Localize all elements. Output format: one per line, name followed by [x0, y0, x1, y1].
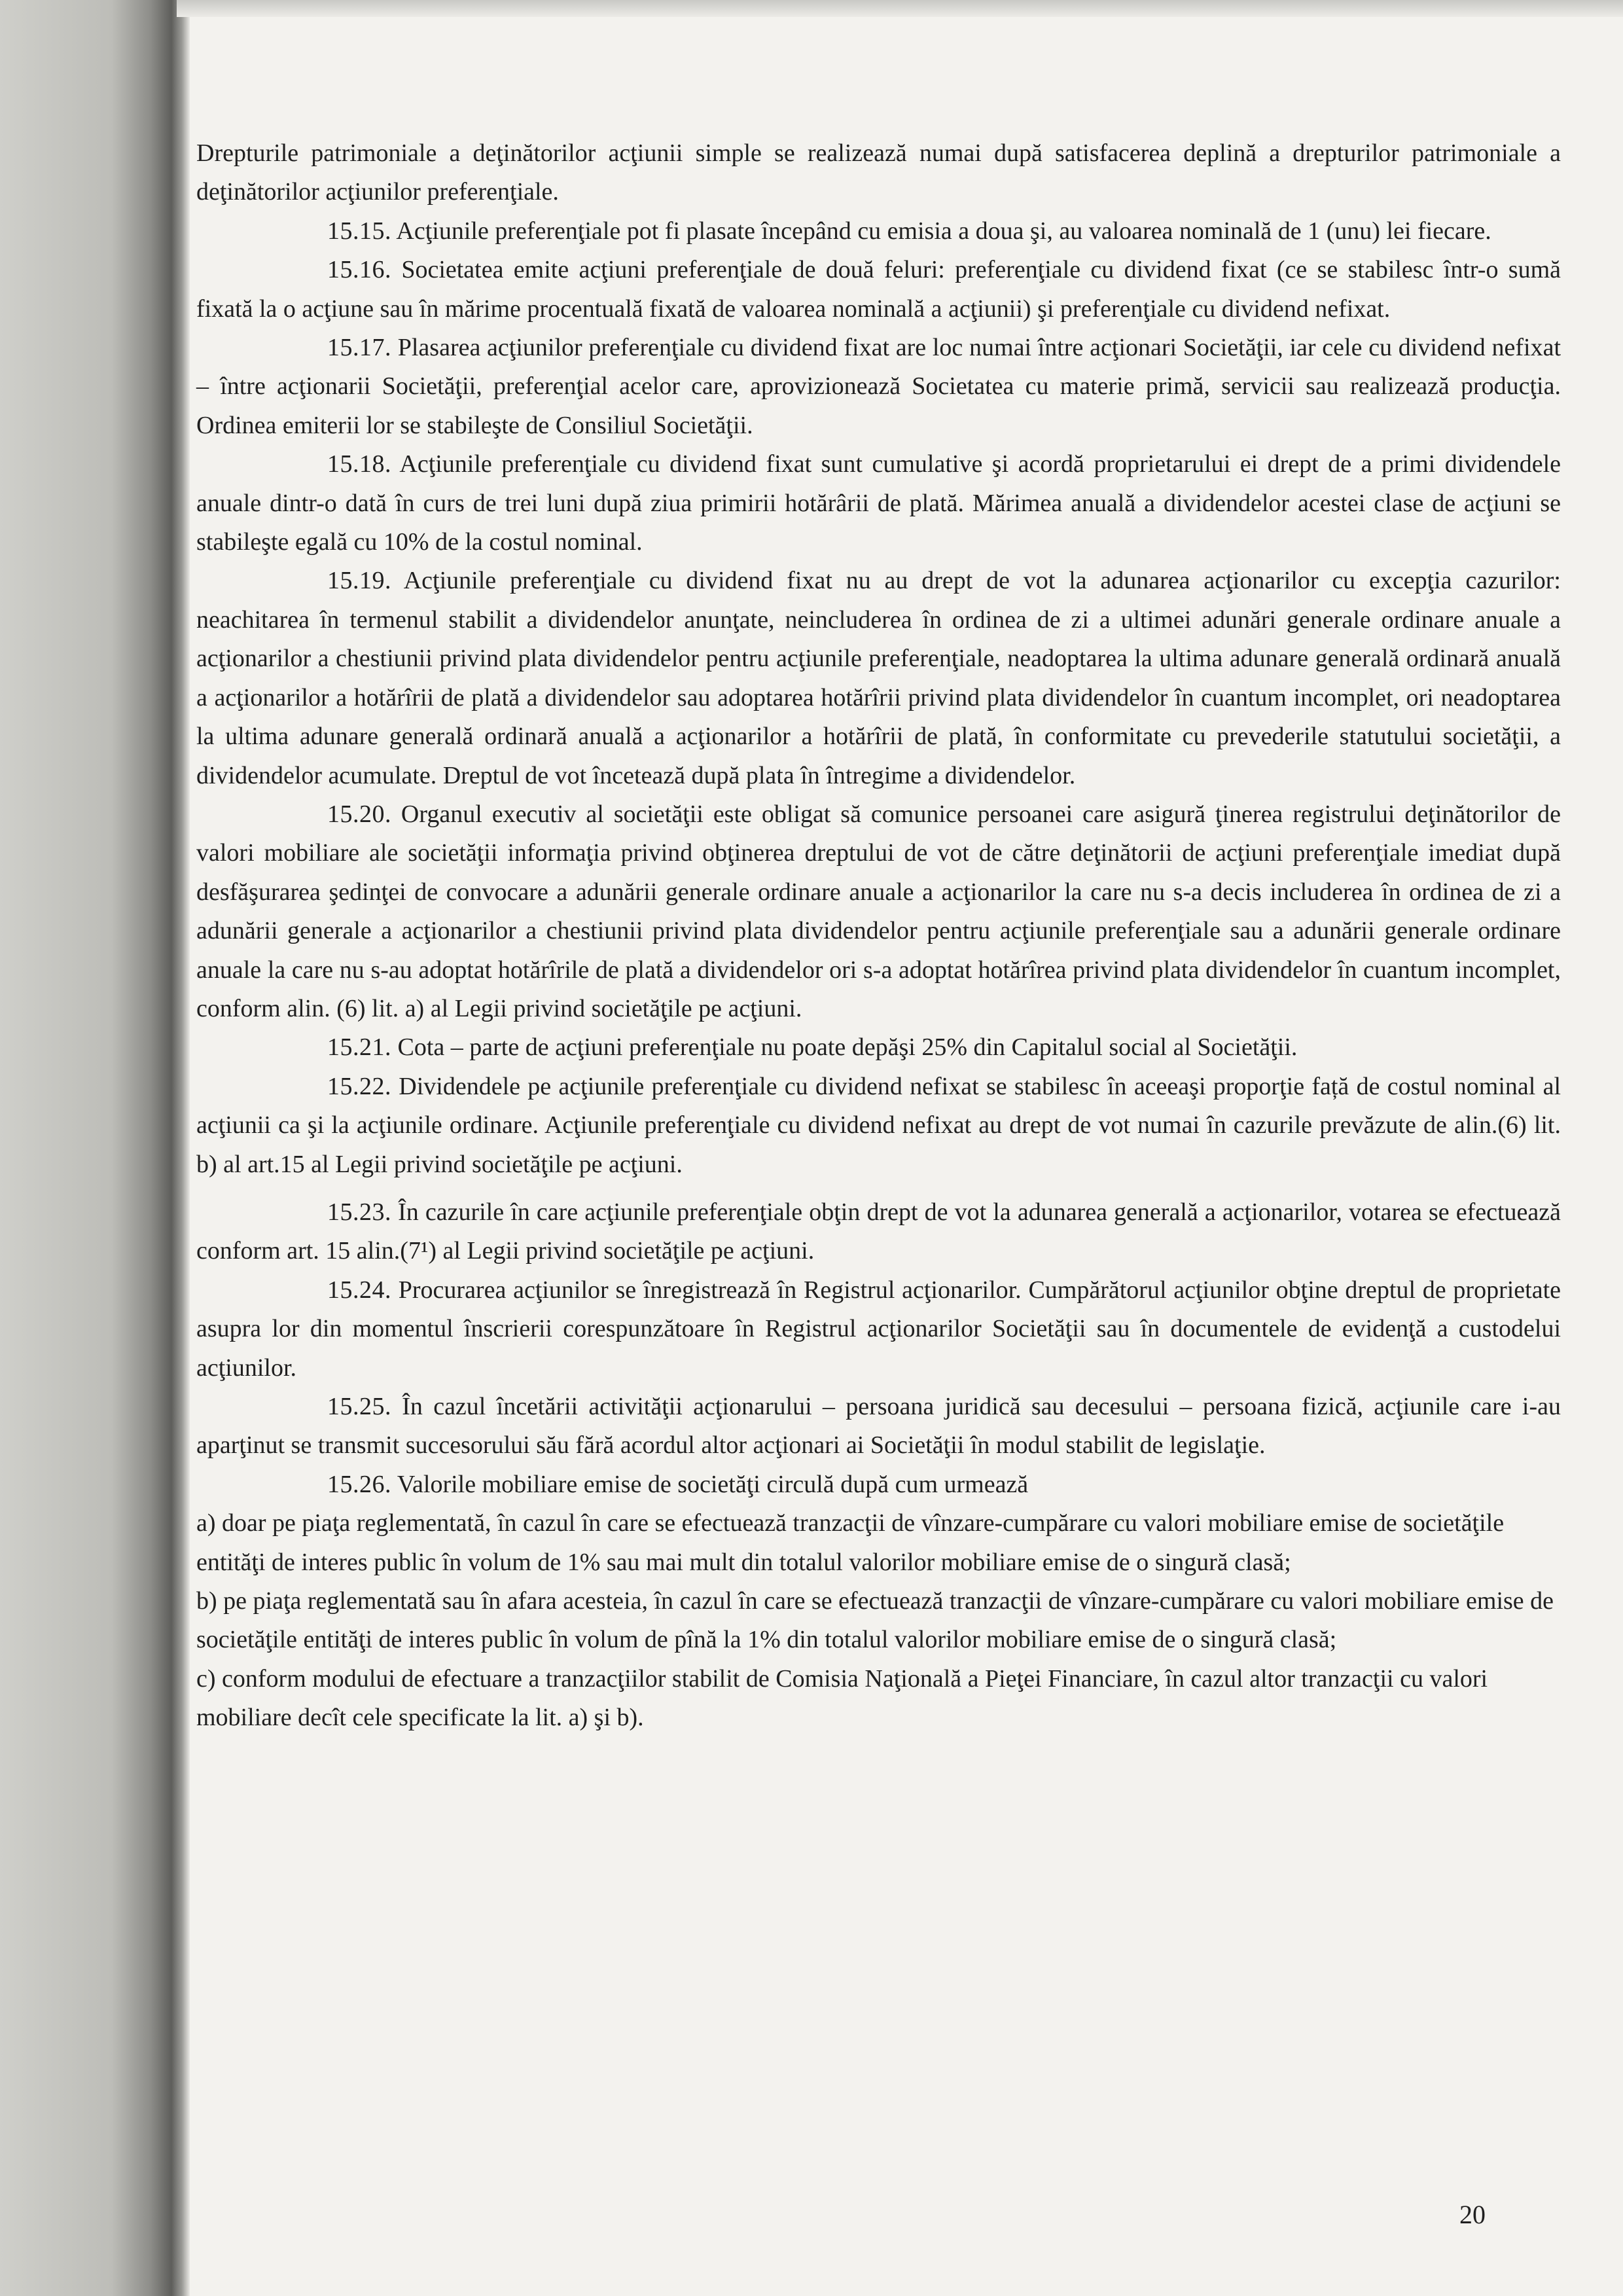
paragraph-text: Acţiunile preferenţiale cu dividend fixat sunt cumulative şi acordă proprietarului ei drept de a primi dividendele anuale dintr-o dată în curs de trei luni după ziua primirii hotărârii de plată. Mărimea anuală a dividendelor acestei clase de acţiuni se stabileşte egală cu 10% de la costul nominal.	[196, 450, 1561, 556]
article-15-20	[196, 795, 1561, 1028]
paragraph-text: Societatea emite acţiuni preferenţiale de două feluri: preferenţiale cu dividend fixat (ce se stabilesc într-o sumă fixată la o acţiune sau în mărime procentuală fixată de valoarea nominală a acţiunii) şi preferenţiale cu dividend nefixat.	[196, 256, 1561, 323]
paragraph-text: În cazul încetării activităţii acţionarului – persoana juridică sau decesului – persoana fizică, acţiunile care i-au aparţinut se transmit succesorului său fără acordul altor acţionari ai Societăţii în modul stabilit de legislaţie.	[196, 1393, 1561, 1460]
article-number: 15.24.	[327, 1276, 391, 1304]
article-15-24	[196, 1271, 1561, 1388]
article-15-17	[196, 329, 1561, 445]
article-15-15	[196, 212, 1561, 251]
paragraph-text: Dividendele pe acţiunile preferenţiale cu dividend nefixat se stabilesc în aceeaşi proporţie față de costul nominal al acţiunii ca şi la acţiunile ordinare. Acţiunile preferenţiale cu dividend nefixat au drept de vot numai în cazurile prevăzute de alin.(6) lit. b) al art.15 al Legii privind societăţile pe acţiuni.	[196, 1072, 1561, 1178]
article-number: 15.21.	[327, 1033, 391, 1062]
article-number: 15.17.	[327, 334, 391, 362]
page-number: 20	[1459, 2200, 1486, 2229]
scan-top-edge	[177, 0, 1623, 17]
paragraph-text: Acţiunile preferenţiale pot fi plasate începând cu emisia a doua şi, au valoarea nominală de 1 (unu) lei fiecare.	[391, 217, 1491, 245]
paragraph-text: În cazurile în care acţiunile preferenţiale obţin drept de vot la adunarea generală a acţionarilor, votarea se efectuează conform art. 15 alin.(7¹) al Legii privind societăţile pe acţiuni.	[196, 1198, 1561, 1265]
document-body	[196, 134, 1561, 1738]
article-15-26	[196, 1465, 1561, 1504]
sub-item-a: a) doar pe piaţa reglementată, în cazul în care se efectuează tranzacţii de vînzare-cumpărare cu valori mobiliare emise de societăţile entităţi de interes public în volum de 1% sau mai mult din totalul valorilor mobiliare emise de o singură clasă;	[196, 1509, 1505, 1576]
paragraph-text: Procurarea acţiunilor se înregistrează în Registrul acţionarilor. Cumpărătorul acţiunilor obţine dreptul de proprietate asupra lor din momentul înscrierii corespunzătoare în Registrul acţionarilor Societăţii sau în documentele de evidenţă a custodelui acţiunilor.	[196, 1276, 1561, 1382]
article-15-16	[196, 251, 1561, 329]
paragraph-text: Organul executiv al societăţii este obligat să comunice persoanei care asigură ţinerea registrului deţinătorilor de valori mobiliare ale societăţii informaţia privind obţinerea dreptului de vot de către deţinătorii de acţiuni preferenţiale imediat după desfăşurarea şedinţei de convocare a adunării generale ordinare anuale a acţionarilor la care nu s-a decis includerea în ordinea de zi a adunării generale a acţionarilor a chestiunii privind plata dividendelor pentru acţiunile preferenţiale sau a adunării generale ordinare anuale la care nu s-au adoptat hotărîrile de plată a dividendelor ori s-a adoptat hotărîrea privind plata dividendelor în cuantum incomplet, conform alin. (6) lit. a) al Legii privind societăţile pe acţiuni.	[196, 800, 1561, 1022]
article-15-22	[196, 1067, 1561, 1184]
sub-item-c: c) conform modului de efectuare a tranzacţiilor stabilit de Comisia Naţională a Pieţei Financiare, în cazul altor tranzacţii cu valori mobiliare decît cele specificate la lit. a) şi b).	[196, 1664, 1488, 1732]
article-number: 15.25.	[327, 1393, 391, 1420]
article-15-25	[196, 1388, 1561, 1465]
article-number: 15.18.	[327, 450, 391, 478]
paragraph-intro	[196, 134, 1561, 212]
article-15-23	[196, 1193, 1561, 1271]
article-number: 15.22.	[327, 1072, 391, 1100]
paragraph-text: Valorile mobiliare emise de societăţi circulă după cum urmează	[391, 1470, 1029, 1498]
article-15-18	[196, 445, 1561, 562]
paragraph-text: Drepturile patrimoniale a deţinătorilor acţiunii simple se realizează numai după satisfacerea deplină a drepturilor patrimoniale a deţinătorilor acţiunilor preferenţiale.	[196, 139, 1561, 206]
sub-item-b: b) pe piaţa reglementată sau în afara acesteia, în cazul în care se efectuează tranzacţii de vînzare-cumpărare cu valori mobiliare emise de societăţile entităţi de interes public în volum de pînă la 1% din totalul valorilor mobiliare emise de o singură clasă;	[196, 1587, 1554, 1654]
book-binding-shadow	[0, 0, 190, 2296]
article-number: 15.26.	[327, 1470, 391, 1498]
article-15-19	[196, 562, 1561, 795]
paragraph-text: Plasarea acţiunilor preferenţiale cu dividend fixat are loc numai între acţionari Societăţii, iar cele cu dividend nefixat – între acţionarii Societăţii, preferenţial acelor care, aprovizionează Societatea cu materie primă, servicii sau realizează producţia. Ordinea emiterii lor se stabileşte de Consiliul Societăţii.	[196, 334, 1561, 439]
article-number: 15.15.	[327, 217, 391, 245]
paragraph-text: Cota – parte de acţiuni preferenţiale nu poate depăşi 25% din Capitalul social al Societăţii.	[391, 1033, 1298, 1062]
article-number: 15.23.	[327, 1198, 391, 1226]
article-number: 15.19.	[327, 567, 391, 595]
article-number: 15.20.	[327, 800, 391, 828]
paragraph-text: Acţiunile preferenţiale cu dividend fixat nu au drept de vot la adunarea acţionarilor cu excepţia cazurilor: neachitarea în termenul stabilit a dividendelor anunţate, neincluderea în ordinea de zi a ultimei adunări generale ordinare anuale a acţionarilor a chestiunii privind plata dividendelor pentru acţiunile preferenţiale, neadoptarea la ultima adunare generală ordinară anuală a acţionarilor a hotărîrii de plată a dividendelor sau adoptarea hotărîrii privind plata dividendelor în cuantum incomplet, ori neadoptarea la ultima adunare generală ordinară anuală a acţionarilor a hotărîrii de plată, în conformitate cu prevederile statutului societăţii, a dividendelor acumulate. Dreptul de vot încetează după plata în întregime a dividendelor.	[196, 567, 1561, 789]
article-number: 15.16.	[327, 256, 391, 284]
article-15-21	[196, 1028, 1561, 1067]
